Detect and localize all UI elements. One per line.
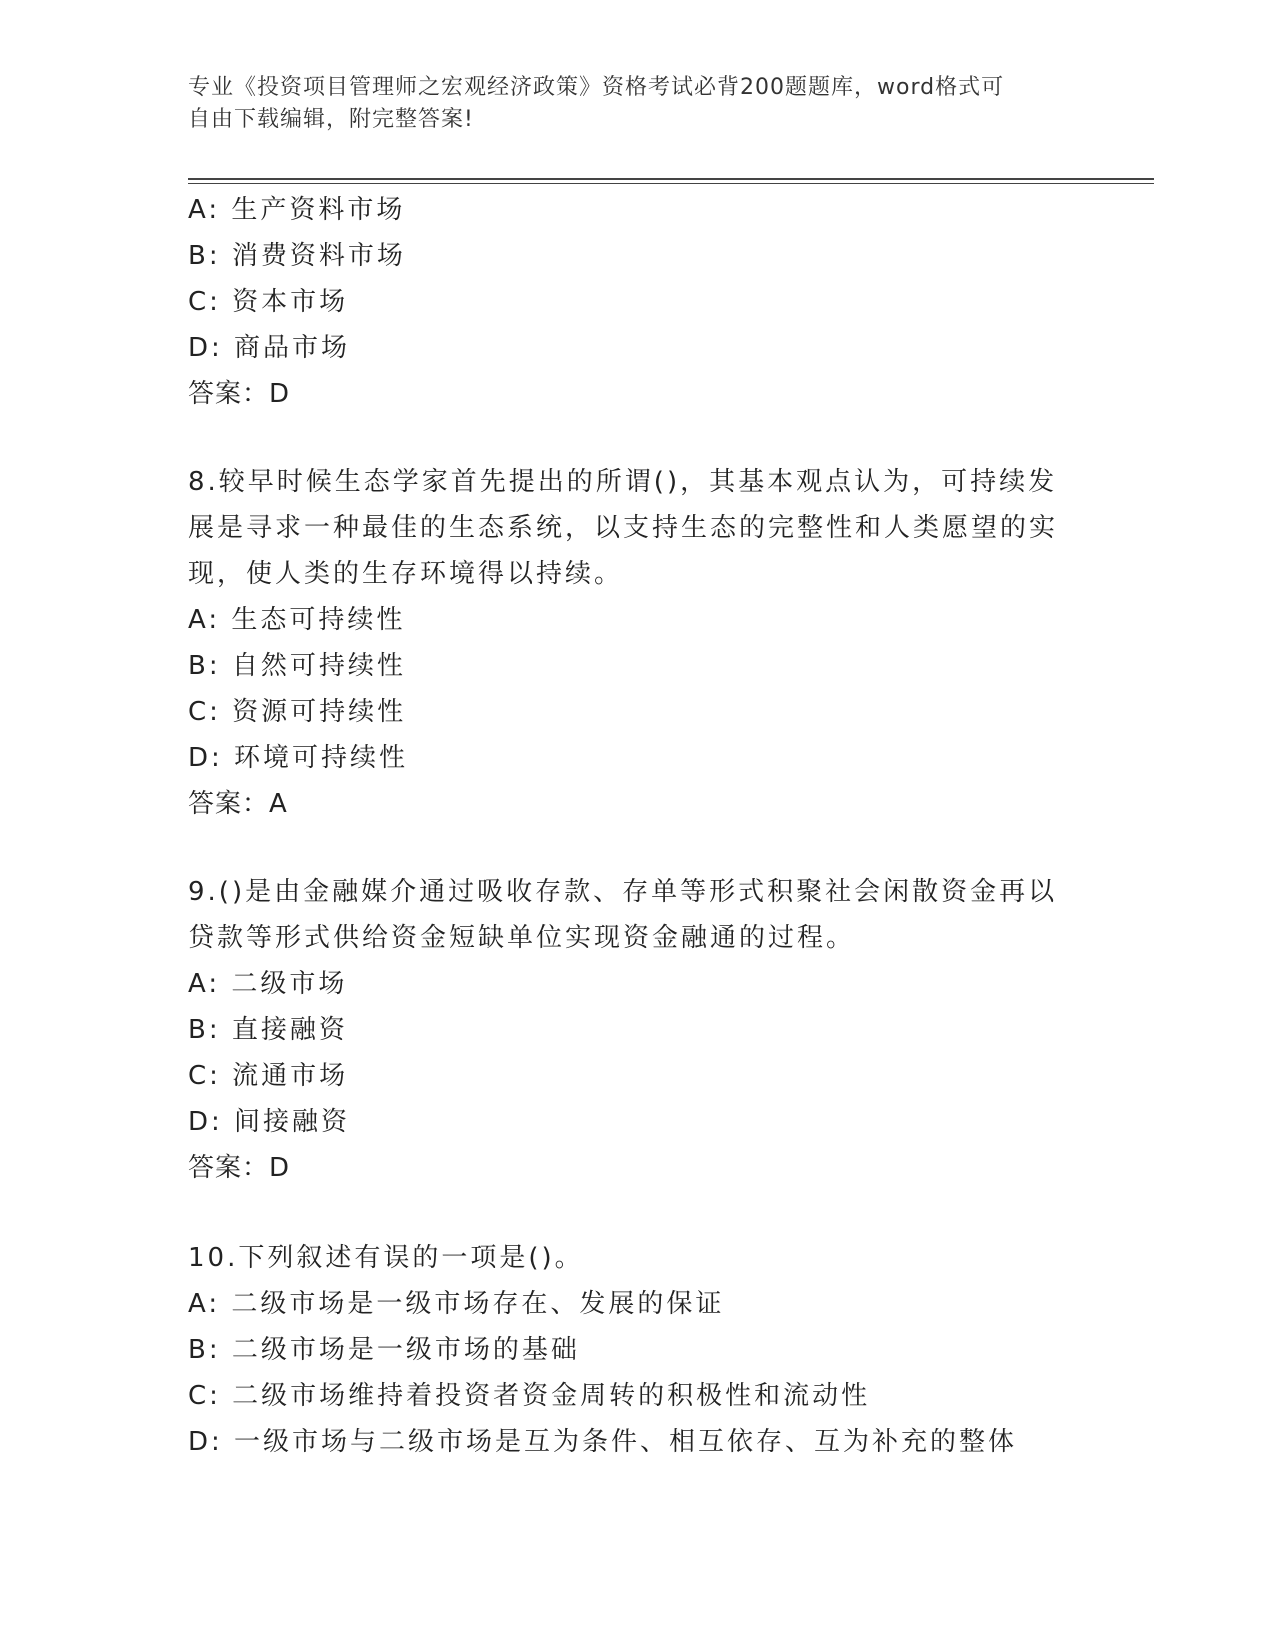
header-divider xyxy=(188,178,1154,184)
option-a: A: 二级市场 xyxy=(188,969,348,999)
option-a: A: 生态可持续性 xyxy=(188,605,406,635)
question-text-line: 10.下列叙述有误的一项是()。 xyxy=(188,1243,584,1273)
option-d: D: 商品市场 xyxy=(188,333,351,363)
header-line-1: 专业《投资项目管理师之宏观经济政策》资格考试必背200题题库，word格式可 xyxy=(188,75,1005,100)
option-b: B: 消费资料市场 xyxy=(188,241,406,271)
question-text-line: 贷款等形式供给资金短缺单位实现资金融通的过程。 xyxy=(188,923,856,953)
answer-line: 答案：D xyxy=(188,1153,291,1183)
question-text-line: 现，使人类的生存环境得以持续。 xyxy=(188,559,624,589)
question-text-line: 9.()是由金融媒介通过吸收存款、存单等形式积聚社会闲散资金再以 xyxy=(188,877,1058,907)
option-a: A: 生产资料市场 xyxy=(188,195,406,225)
question-text-line: 8.较早时候生态学家首先提出的所谓()，其基本观点认为，可持续发 xyxy=(188,467,1058,497)
option-b: B: 自然可持续性 xyxy=(188,651,406,681)
option-b: B: 直接融资 xyxy=(188,1015,348,1045)
option-d: D: 环境可持续性 xyxy=(188,743,409,773)
option-d: D: 间接融资 xyxy=(188,1107,351,1137)
document-body xyxy=(188,187,1088,1465)
header-line-2: 自由下载编辑，附完整答案! xyxy=(188,107,474,132)
option-c: C: 流通市场 xyxy=(188,1061,349,1091)
option-d: D: 一级市场与二级市场是互为条件、相互依存、互为补充的整体 xyxy=(188,1427,1018,1457)
answer-line: 答案：D xyxy=(188,379,291,409)
question-9-block xyxy=(188,869,1088,1191)
question-7-block xyxy=(188,187,1088,417)
option-c: C: 资源可持续性 xyxy=(188,697,407,727)
question-8-block xyxy=(188,459,1088,827)
option-c: C: 二级市场维持着投资者资金周转的积极性和流动性 xyxy=(188,1381,871,1411)
option-b: B: 二级市场是一级市场的基础 xyxy=(188,1335,580,1365)
question-text-line: 展是寻求一种最佳的生态系统，以支持生态的完整性和人类愿望的实 xyxy=(188,513,1059,543)
option-c: C: 资本市场 xyxy=(188,287,349,317)
option-a: A: 二级市场是一级市场存在、发展的保证 xyxy=(188,1289,725,1319)
document-header xyxy=(188,72,1068,136)
answer-line: 答案：A xyxy=(188,789,288,819)
question-10-block xyxy=(188,1235,1088,1465)
